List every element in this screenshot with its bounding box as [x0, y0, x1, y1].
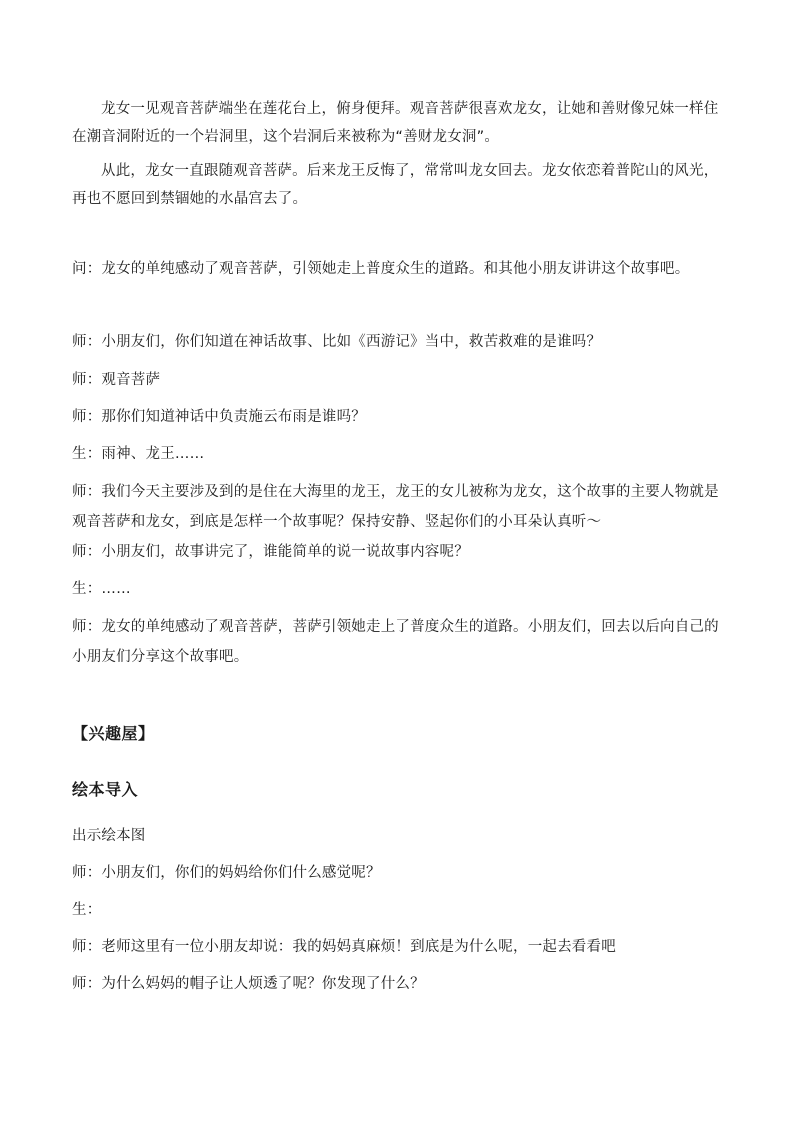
dialogue-line-3: 师：那你们知道神话中负责施云布雨是谁吗？ — [72, 409, 366, 425]
section-line-3: 生： — [72, 902, 102, 918]
section-subtitle: 绘本导入 — [72, 780, 139, 799]
section-line-2: 师：小朋友们，你们的妈妈给你们什么感觉呢？ — [72, 865, 381, 881]
dialogue-line-7: 生：…… — [72, 581, 131, 597]
dialogue-line-2: 师：观音菩萨 — [72, 372, 161, 388]
dialogue-line-1: 师：小朋友们，你们知道在神话故事、比如《西游记》当中，救苦救难的是谁吗？ — [72, 334, 602, 350]
dialogue-line-8: 师：龙女的单纯感动了观音菩萨，菩萨引领她走上了普度众生的道路。小朋友们，回去以后向自己的小朋友们分享这个故事吧。 — [72, 619, 719, 665]
story-paragraph-1: 龙女一见观音菩萨端坐在莲花台上，俯身便拜。观音菩萨很喜欢龙女，让她和善财像兄妹一样住在潮音洞附近的一个岩洞里，这个岩洞后来被称为“善财龙女洞”。 — [72, 101, 719, 145]
dialogue-line-4: 生：雨神、龙王…… — [72, 446, 205, 462]
section-line-1: 出示绘本图 — [72, 828, 146, 844]
story-paragraph-2: 从此，龙女一直跟随观音菩萨。后来龙王反悔了，常常叫龙女回去。龙女依恋着普陀山的风光，再也不愿回到禁锢她的水晶宫去了。 — [72, 163, 719, 207]
section-title: 【兴趣屋】 — [72, 724, 155, 743]
section-line-5: 师：为什么妈妈的帽子让人烦透了呢？你发现了什么？ — [72, 976, 425, 992]
question-line: 问：龙女的单纯感动了观音菩萨，引领她走上普度众生的道路。和其他小朋友讲讲这个故事吧。 — [72, 261, 690, 277]
section-line-4: 师：老师这里有一位小朋友却说：我的妈妈真麻烦！到底是为什么呢，一起去看看吧 — [72, 939, 616, 955]
dialogue-line-5: 师：我们今天主要涉及到的是住在大海里的龙王，龙王的女儿被称为龙女，这个故事的主要人物就是观音菩萨和龙女，到底是怎样一个故事呢？保持安静、竖起你们的小耳朵认真听～ — [72, 484, 719, 530]
dialogue-line-6: 师：小朋友们，故事讲完了，谁能简单的说一说故事内容呢？ — [72, 544, 469, 560]
